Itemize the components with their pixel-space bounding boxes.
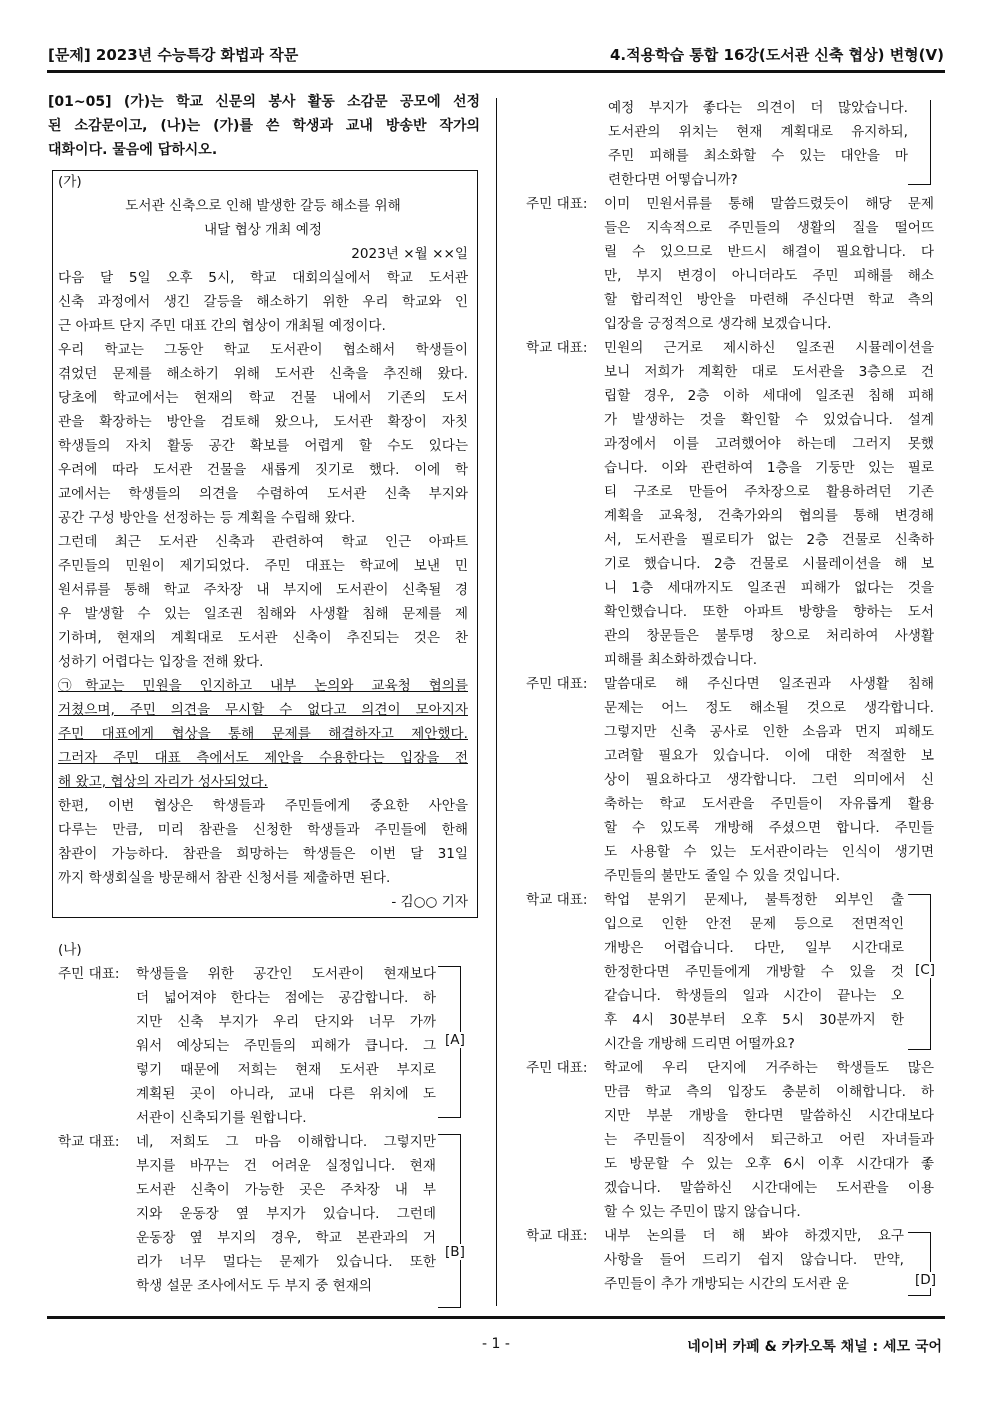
spacer <box>58 914 468 938</box>
speaker-label: 주민 대표: <box>526 196 588 212</box>
dialogue-line <box>526 648 940 672</box>
dialogue-text: 할 합리적인 방안을 마련해 주신다면 학교 측의 <box>604 292 934 308</box>
channel-info: 네이버 카페 & 카카오톡 채널 : 세모 국어 <box>687 1339 942 1355</box>
column-divider <box>496 98 497 1306</box>
dialogue-text: 도 방문할 수 있는 오후 6시 이후 시간대가 좋 <box>604 1156 934 1172</box>
dialogue-text: 축하는 학교 도서관을 주민들이 자유롭게 활용 <box>604 796 934 812</box>
dialogue-line <box>526 912 940 936</box>
article-line: 주민들의 민원이 제기되었다. 주민 대표는 학교에 보낸 민 <box>58 558 468 574</box>
dialogue-text: 상이 필요하다고 생각합니다. 그런 의미에서 신 <box>604 772 934 788</box>
dialogue-line <box>526 264 940 288</box>
article-line: 해 왔고, 협상의 자리가 성사되었다. <box>58 774 268 790</box>
dialogue-text: 말씀대로 해 주신다면 일조권과 사생활 침해 <box>604 676 934 692</box>
article-line: 당초에 학교에서는 현재의 학교 건물 내에서 기존의 도서 <box>58 390 468 406</box>
dialogue-text: 관의 창문들은 불투명 창으로 처리하여 사생활 <box>604 628 934 644</box>
dialogue-text: 문제는 어느 정도 해소될 것으로 생각합니다. <box>604 700 934 716</box>
dialogue-text: 피해를 최소화하겠습니다. <box>604 652 758 668</box>
article-line: 참관이 가능하다. 참관을 희망하는 학생들은 이번 달 31일 <box>58 846 468 862</box>
dialogue-line <box>526 552 940 576</box>
dialogue-line <box>58 1178 468 1202</box>
dialogue-line <box>526 840 940 864</box>
dialogue-text: 겠습니다. 말씀하신 시간대에는 도서관을 이용 <box>604 1180 934 1196</box>
dialogue-text: 련한다면 어떻습니까? <box>608 172 738 188</box>
dialogue-text: 는 주민들이 직장에서 퇴근하고 어린 자녀들과 <box>604 1132 934 1148</box>
dialogue-line <box>526 1272 940 1296</box>
dialogue-line <box>526 672 940 696</box>
article-line: 우려에 따라 도서관 건물을 새롭게 짓기로 했다. 이에 학 <box>58 462 468 478</box>
dialogue-line <box>526 1200 940 1224</box>
dialogue-line <box>526 480 940 504</box>
dialogue-text: 고려할 필요가 있습니다. 이에 대한 적절한 보 <box>604 748 934 764</box>
article-line: 겪었던 문제를 해소하기 위해 도서관 신축을 추진해 왔다. <box>58 366 468 382</box>
dialogue-text: 기로 했습니다. 2층 건물로 시뮬레이션을 해 보 <box>604 556 934 572</box>
dialogue-text: 주민들이 추가 개방되는 시간의 도서관 운 <box>604 1276 849 1292</box>
dialogue-line <box>526 816 940 840</box>
article-line: ㉠학교는 민원을 인지하고 내부 논의와 교육청 협의를 <box>58 678 468 694</box>
dialogue-text: 입으로 인한 안전 문제 등으로 전면적인 <box>604 916 904 932</box>
dialogue-text: 시간을 개방해 드리면 어떨까요? <box>604 1036 795 1052</box>
article-line: 한편, 이번 협상은 학생들과 주민들에게 중요한 사안을 <box>58 798 468 814</box>
dialogue-text: 서관이 신축되기를 원합니다. <box>136 1110 307 1126</box>
dialogue-line <box>526 1056 940 1080</box>
dialogue-text: 계획된 곳이 아니라, 교내 다른 위치에 도 <box>136 1086 436 1102</box>
article-line: 그러자 주민 대표 측에서도 제안을 수용한다는 입장을 전 <box>58 750 468 766</box>
article-line: 다음 달 5일 오후 5시, 학교 대회의실에서 학교 도서관 <box>58 270 468 286</box>
dialogue-line <box>526 720 940 744</box>
dialogue-line <box>526 936 940 960</box>
dialogue-text: 도서관 신축이 가능한 곳은 주차장 내 부 <box>136 1182 436 1198</box>
speaker-label: 주민 대표: <box>526 1060 588 1076</box>
bottom-rule <box>47 1316 945 1319</box>
dialogue-line <box>526 1248 940 1272</box>
article-line: 원서류를 통해 학교 주차장 내 부지에 도서관이 신축될 경 <box>58 582 468 598</box>
dialogue-line <box>58 986 468 1010</box>
dialogue-line <box>526 696 940 720</box>
bracket-continuation <box>908 100 931 185</box>
dialogue-text: 후 4시 30분부터 오후 5시 30분까지 한 <box>604 1012 904 1028</box>
dialogue-line <box>58 1274 468 1298</box>
article-line: 교에서는 학생들의 의견을 수렴하여 도서관 신축 부지와 <box>58 486 468 502</box>
dialogue-text: 이미 민원서류를 통해 말씀드렸듯이 해당 문제 <box>604 196 934 212</box>
dialogue-line <box>526 528 940 552</box>
article-line: 관을 확장하는 방안을 검토해 왔으나, 도서관 확장이 자칫 <box>58 414 468 430</box>
dialogue-line <box>526 1008 940 1032</box>
dialogue-text: 확인했습니다. 또한 아파트 방향을 향하는 도서 <box>604 604 934 620</box>
dialogue-line <box>526 624 940 648</box>
dialogue-text: 주민 피해를 최소화할 수 있는 대안을 마 <box>608 148 908 164</box>
article-date: 2023년 ×월 ××일 <box>351 246 468 262</box>
dialogue-text: 들은 지속적으로 주민들의 생활의 질을 떨어뜨 <box>604 220 934 236</box>
dialogue-text: 예정 부지가 좋다는 의견이 더 많았습니다. <box>608 100 908 116</box>
dialogue-line <box>526 1128 940 1152</box>
dialogue-text: 만, 부지 변경이 아니더라도 주민 피해를 해소 <box>604 268 934 284</box>
article-line: 공간 구성 방안을 선정하는 등 계획을 수립해 왔다. <box>58 510 356 526</box>
speaker-label: 학교 대표: <box>526 892 588 908</box>
dialogue-text: 학업 분위기 문제나, 불특정한 외부인 출 <box>604 892 904 908</box>
dialogue-text: 개방은 어렵습니다. 다만, 일부 시간대로 <box>604 940 904 956</box>
dialogue-line <box>526 768 940 792</box>
dialogue-text: 학생 설문 조사에서도 두 부지 중 현재의 <box>136 1278 373 1294</box>
dialogue-text: 같습니다. 학생들의 일과 시간이 끝나는 오 <box>604 988 904 1004</box>
dialogue-line <box>526 168 940 192</box>
article-line: 우 발생할 수 있는 일조권 침해와 사생활 침해 문제를 제 <box>58 606 468 622</box>
dialogue-text: 학생들을 위한 공간인 도서관이 현재보다 <box>136 966 436 982</box>
dialogue-line <box>58 1034 468 1058</box>
dialogue-line <box>58 1226 468 1250</box>
article-line: 우리 학교는 그동안 학교 도서관이 협소해서 학생들이 <box>58 342 468 358</box>
dialogue-text: 주민들의 불만도 줄일 수 있을 것입니다. <box>604 868 841 884</box>
article-line: 까지 학생회실을 방문해서 참관 신청서를 제출하면 된다. <box>58 870 391 886</box>
article-line: 다루는 만큼, 미리 참관을 신청한 학생들과 주민들에 한해 <box>58 822 468 838</box>
dialogue-text: 도서관의 위치는 현재 계획대로 유지하되, <box>608 124 908 140</box>
dialogue-line <box>58 1010 468 1034</box>
dialogue-text: 더 넓어져야 한다는 점에는 공감합니다. 하 <box>136 990 436 1006</box>
right-column <box>526 96 940 1296</box>
article-label: (가) <box>58 174 82 190</box>
dialogue-text: 지와 운동장 옆 부지가 있습니다. 그런데 <box>136 1206 436 1222</box>
article-line: 그런데 최근 도서관 신축과 관련하여 학교 인근 아파트 <box>58 534 468 550</box>
dialogue-line <box>526 576 940 600</box>
question-line: 대화이다. 물음에 답하시오. <box>48 142 218 158</box>
question-line: [01~05] (가)는 학교 신문의 봉사 활동 소감문 공모에 선정 <box>48 94 480 110</box>
dialogue-text: 할 수 있도록 개방해 주셨으면 합니다. 주민들 <box>604 820 934 836</box>
article-title-line: 도서관 신축으로 인해 발생한 갈등 해소를 위해 <box>125 198 401 214</box>
dialogue-text: 니 1층 세대까지도 일조권 피해가 없다는 것을 <box>604 580 934 596</box>
speaker-label: 학교 대표: <box>58 1134 120 1150</box>
top-rule <box>47 70 945 73</box>
dialogue-text: 보니 저희가 계획한 대로 도서관을 3층으로 건 <box>604 364 934 380</box>
dialogue-text: 민원의 근거로 제시하신 일조권 시뮬레이션을 <box>604 340 934 356</box>
question-line: 된 소감문이고, (나)는 (가)를 쓴 학생과 교내 방송반 작가의 <box>48 118 480 134</box>
dialogue-text: 입장을 긍정적으로 생각해 보겠습니다. <box>604 316 832 332</box>
question-stem <box>48 90 480 162</box>
dialogue-line <box>526 120 940 144</box>
dialogue-line <box>526 216 940 240</box>
dialogue-line <box>58 1154 468 1178</box>
dialogue-text: 립할 경우, 2층 이하 세대에 일조권 침해 피해 <box>604 388 934 404</box>
dialogue-text: 운동장 옆 부지의 경우, 학교 본관과의 거 <box>136 1230 436 1246</box>
article-title-line: 내달 협상 개최 예정 <box>203 222 322 238</box>
dialogue-text: 한정한다면 주민들에게 개방할 수 있을 것 <box>604 964 904 980</box>
bracket-label-D: [D] <box>915 1272 937 1288</box>
dialogue-line <box>526 600 940 624</box>
dialogue-line <box>526 792 940 816</box>
dialogue-text: 과정에서 이를 고려했어야 하는데 그러지 못했 <box>604 436 934 452</box>
dialogue-text: 가 발생하는 것을 확인할 수 있었습니다. 설계 <box>604 412 934 428</box>
dialogue-line <box>526 96 940 120</box>
dialogue-text: 지만 부분 개방을 한다면 말씀하신 시간대보다 <box>604 1108 934 1124</box>
dialogue-line <box>526 504 940 528</box>
speaker-label: 학교 대표: <box>526 1228 588 1244</box>
dialogue-line <box>526 192 940 216</box>
dialogue-text: 워서 예상되는 주민들의 피해가 큽니다. 그 <box>136 1038 436 1054</box>
bracket-label-C: [C] <box>915 962 936 978</box>
dialogue-text: 도 사용할 수 있는 도서관이라는 인식이 생기면 <box>604 844 934 860</box>
dialogue-line <box>526 384 940 408</box>
left-column <box>58 170 468 1298</box>
dialogue-line <box>58 1106 468 1130</box>
article-line: 성하기 어렵다는 입장을 전해 왔다. <box>58 654 264 670</box>
dialogue-line <box>526 456 940 480</box>
article-byline: - 김○○ 기자 <box>391 894 468 910</box>
dialogue-text: 사항을 들어 드리기 쉽지 않습니다. 만약, <box>604 1252 904 1268</box>
dialogue-line <box>526 888 940 912</box>
dialogue-line <box>526 144 940 168</box>
article-line: 신축 과정에서 생긴 갈등을 해소하기 위한 우리 학교와 인 <box>58 294 468 310</box>
dialogue-line <box>526 288 940 312</box>
dialogue-text: 만큼 학교 측의 입장도 충분히 이해합니다. 하 <box>604 1084 934 1100</box>
bracket-label-A: [A] <box>445 1032 465 1048</box>
article-line: 근 아파트 단지 주민 대표 간의 협상이 개최될 예정이다. <box>58 318 386 334</box>
dialogue-text: 습니다. 이와 관련하여 1층을 기둥만 있는 필로 <box>604 460 934 476</box>
dialogue-label: (나) <box>58 942 82 958</box>
dialogue-text: 네, 저희도 그 마음 이해합니다. 그렇지만 <box>136 1134 436 1150</box>
dialogue-line <box>526 312 940 336</box>
article-line: 기하며, 현재의 계획대로 도서관 신축이 추진되는 것은 찬 <box>58 630 468 646</box>
dialogue-text: 릴 수 있으므로 반드시 해결이 필요합니다. 다 <box>604 244 934 260</box>
dialogue-text: 지만 신축 부지가 우리 단지와 너무 가까 <box>136 1014 436 1030</box>
header-left: [문제] 2023년 수능특강 화법과 작문 <box>48 46 299 64</box>
dialogue-text: 계획을 교육청, 건축가와의 협의를 통해 변경해 <box>604 508 934 524</box>
dialogue-line <box>58 962 468 986</box>
article-line: 주민 대표에게 협상을 통해 문제를 해결하자고 제안했다. <box>58 726 468 742</box>
dialogue-line <box>526 1104 940 1128</box>
speaker-label: 주민 대표: <box>58 966 120 982</box>
dialogue-line <box>526 408 940 432</box>
dialogue-line <box>58 1202 468 1226</box>
dialogue-line <box>526 240 940 264</box>
dialogue-text: 내부 논의를 더 해 봐야 하겠지만, 요구 <box>604 1228 904 1244</box>
dialogue-line <box>526 960 940 984</box>
dialogue-line <box>526 864 940 888</box>
dialogue-line <box>526 1176 940 1200</box>
dialogue-text: 학교에 우리 단지에 거주하는 학생들도 많은 <box>604 1060 934 1076</box>
dialogue-line <box>526 1080 940 1104</box>
dialogue-line <box>526 360 940 384</box>
dialogue-line <box>526 432 940 456</box>
dialogue-text: 부지를 바꾸는 건 어려운 실정입니다. 현재 <box>136 1158 436 1174</box>
header-right: 4.적용학습 통합 16강(도서관 신축 협상) 변형(V) <box>610 46 944 64</box>
page-number: - 1 - <box>482 1336 510 1352</box>
dialogue-text: 서, 도서관을 필로티가 없는 2층 건물로 신축하 <box>604 532 934 548</box>
bracket-B <box>438 1134 461 1308</box>
dialogue-line <box>58 1058 468 1082</box>
bracket-label-B: [B] <box>445 1244 465 1260</box>
article-line: 학생들의 자치 활동 공간 확보를 어렵게 할 수도 있다는 <box>58 438 468 454</box>
dialogue-text: 그렇지만 신축 공사로 인한 소음과 먼지 피해도 <box>604 724 934 740</box>
dialogue-line <box>526 1224 940 1248</box>
dialogue-line <box>526 984 940 1008</box>
article-line: 거쳤으며, 주민 의견을 무시할 수 없다고 의견이 모아지자 <box>58 702 468 718</box>
dialogue-line <box>58 1130 468 1154</box>
dialogue-line <box>58 1082 468 1106</box>
dialogue-text: 티 구조로 만들어 주차장으로 활용하려던 기존 <box>604 484 934 500</box>
dialogue-line <box>526 1032 940 1056</box>
dialogue-text: 렇기 때문에 저희는 현재 도서관 부지로 <box>136 1062 436 1078</box>
speaker-label: 학교 대표: <box>526 340 588 356</box>
dialogue-line <box>58 1250 468 1274</box>
dialogue-text: 리가 너무 멀다는 문제가 있습니다. 또한 <box>136 1254 436 1270</box>
dialogue-line <box>526 336 940 360</box>
speaker-label: 주민 대표: <box>526 676 588 692</box>
dialogue-line <box>526 744 940 768</box>
dialogue-line <box>526 1152 940 1176</box>
dialogue-text: 할 수 있는 주민이 많지 않습니다. <box>604 1204 801 1220</box>
